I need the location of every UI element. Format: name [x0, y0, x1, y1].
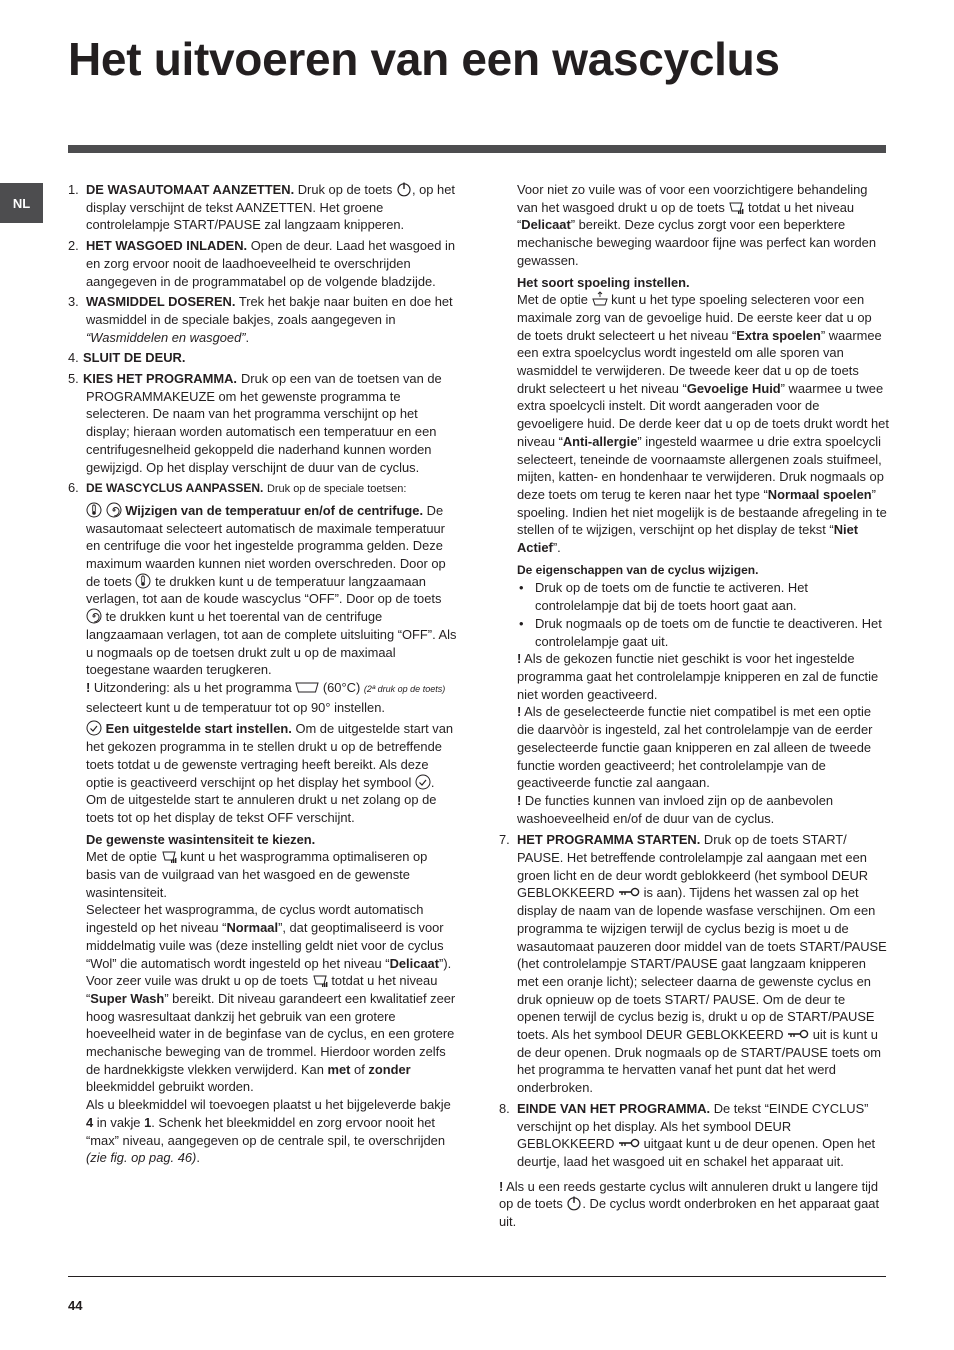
- left-column: [68, 181, 458, 1167]
- step-2: 2. HET WASGOED INLADEN. Open de deur. Laad het wasgoed in en zorg ervoor nooit de laadhoeveelheid te overschrijden aangegeven in de programmatabel op de volgende bladzijde.: [68, 238, 455, 289]
- door-lock-key-icon: [787, 1026, 809, 1042]
- temperature-spin-section: Wijzigen van de temperatuur en/of de centrifuge. De wasautomaat selecteert automatisch de maximale temperatuur en centrifuge die voor het ingestelde programma gelden. Deze maximum waarden kunnen niet worden overschreden. Door op de toets te drukken kunt u de temperatuur langzaamaan verlagen, tot aan de koude wascyclus “OFF”. Door op de toets te drukken kunt u het toerental van de centrifuge langzaamaan verlagen, tot aan de complete uitsluiting “OFF”. Als u nogmaals op de toetsen drukt zult u op de maximaal toegestane waarden terugkeren. ! Uitzondering: als u het programma (60°C) (2ª druk op de toets) selecteert kunt u de temperatuur tot op 90° instellen.: [86, 502, 457, 715]
- delay-timer-icon: [415, 774, 431, 790]
- tub-program-icon: [295, 679, 319, 695]
- page-number: 44: [68, 1298, 83, 1313]
- warning-note: ! Als de gekozen functie niet geschikt is voor het ingestelde programma gaat het controlelampje knipperen en zal de functie niet worden geactiveerd.: [517, 651, 879, 702]
- footer-divider: [68, 1276, 886, 1277]
- title-underline-bar: [68, 145, 886, 153]
- power-icon: [396, 181, 412, 197]
- spin-icon: [86, 608, 102, 624]
- list-item: • Druk op de toets om de functie te activeren. Het controlelampje dat bij de toets hoort gaat aan.: [519, 580, 808, 614]
- rinse-icon: [592, 291, 608, 307]
- cancel-cycle-note: ! Als u een reeds gestarte cyclus wilt annuleren drukt u langere tijd op de toets . De cyclus wordt onderbroken en het apparaat gaat uit.: [499, 1178, 880, 1230]
- delicate-paragraph: Voor niet zo vuile was of voor een voorzichtigere behandeling van het wasgoed drukt u op de toets totdat u het niveau “Delicaat” bereikt. Deze cyclus zorgt voor een beperktere mechanische beweging waardoor fijne was perfect kan worden gewassen.: [517, 182, 876, 268]
- exception-note: ! Uitzondering: als u het programma (60°C) (2ª druk op de toets) selecteert kunt u de temperatuur tot op 90° instellen.: [86, 680, 446, 715]
- delayed-start-section: Een uitgestelde start instellen. Om de uitgestelde start van het gekozen programma in te stellen drukt u op de betreffende toets totdat u de gewenste vertraging heeft bereikt. Als deze optie is geactiveerd verschijnt op het display het symbool . Om de uitgestelde start te annuleren drukt u net zolang op de toets tot op het display de tekst OFF verschijnt.: [86, 721, 454, 825]
- spin-icon: [106, 502, 122, 518]
- page-title: Het uitvoeren van een wascyclus: [68, 33, 780, 85]
- power-icon: [566, 1195, 582, 1211]
- wash-intensity-icon: [161, 848, 177, 864]
- door-lock-key-icon: [618, 1135, 640, 1151]
- warning-note: ! Als de geselecteerde functie niet compatibel is met een optie die daarvòòr is ingesteld, zal het controlelampje van de eerder geselecteerde functie gaan knipperen en zal alleen de tweede functie worden geactiveerd; het controlelampje van de geactiveerde functie zal aangaan.: [517, 704, 873, 791]
- delay-timer-icon: [86, 720, 102, 736]
- step-4: 4. SLUIT DE DEUR.: [68, 350, 186, 366]
- step-5: 5. KIES HET PROGRAMMA. Druk op een van de toetsen van de PROGRAMMAKEUZE om het gewenste programma te selecteren. De naam van het programma verschijnt op het display; hieraan worden automatisch een temperatuur en een centrifugesnelheid gekoppeld die naderhand kunnen worden gewijzigd. Op het display verschijnt de duur van de cyclus.: [68, 371, 442, 475]
- step-1: 1. DE WASAUTOMAAT AANZETTEN. Druk op de toets , op het display verschijnt de tekst AANZETTEN. Het groene controlelampje START/PAUSE zal langzaam knipperen.: [68, 182, 455, 233]
- step-3: 3. WASMIDDEL DOSEREN. Trek het bakje naar buiten en doe het wasmiddel in de speciale bakjes, zoals aangegeven in “Wasmiddelen en wasgoed”.: [68, 294, 453, 345]
- wash-intensity-icon: [312, 972, 328, 988]
- rinse-section: Het soort spoeling instellen. Met de optie kunt u het type spoeling selecteren voor een maximale zorg van de gevoelige huid. De eerste keer dat u op de toets drukt selecteert u het niveau “Extra spoelen” waarmee een extra spoelcyclus wordt ingesteld om alle sporen van wasmiddel te verwijderen. De tweede keer dat u op de toets drukt selecteert u het niveau “Gevoelige Huid” waarmee u twee extra spoelcycli instelt. Dit wordt aangeraden voor de gevoeligere huid. De derde keer dat u op de toets drukt wordt het niveau “Anti-allergie” ingesteld waarmee u drie extra spoelcycli selecteert, teneinde de voornaamste allergenen zoals stuifmeel, mijten, katten- en hondenhaar te verwijderen. Druk nogmaals op deze toets om terug te keren naar het type “Normaal spoelen” spoeling. Indien het niet mogelijk is de bestaande afregeling in te stellen of te wijzigen, verschijnt op het display de tekst “Niet Actief”.: [517, 274, 889, 556]
- step-8: 8. EINDE VAN HET PROGRAMMA. De tekst “EINDE CYCLUS” verschijnt op het display. Als het symbool DEUR GEBLOKKEERD uitgaat kunt u de deur openen. Open het deurtje, laad het wasgoed uit en schakel het apparaat uit.: [499, 1100, 876, 1169]
- list-item: • Druk nogmaals op de toets om de functie te deactiveren. Het controlelampje gaat uit.: [519, 615, 882, 649]
- wash-intensity-icon: [728, 199, 744, 215]
- thermometer-icon: [86, 502, 102, 518]
- thermometer-icon: [135, 573, 151, 589]
- wash-intensity-section: De gewenste wasintensiteit te kiezen. Met de optie kunt u het wasprogramma optimaliseren op basis van de vuilgraad van het wasgoed en de gewenste wasintensiteit. Selecteer het wasprogramma, de cyclus wordt automatisch ingesteld op het niveau “Normaal”, dat geoptimaliseerd is voor middelmatig vuile was (deze instelling geldt niet voor de cyclus “Wol” die automatisch wordt ingesteld op het niveau “Delicaat”). Voor zeer vuile was drukt u op de toets totdat u het niveau “Super Wash” bereikt. Dit niveau garandeert een kwalitatief zeer hoog wasresultaat dankzij het gebruik van een grotere hoeveelheid water in de beginfase van de cyclus, en een grotere mechanische beweging van de trommel. Hierdoor worden zelfs de hardnekkigste vlekken verwijderd. Kan met of zonder bleekmiddel gebruikt worden. Als u bleekmiddel wil toevoegen plaatst u het bijgeleverde bakje 4 in vakje 1. Schenk het bleekmiddel en zorg ervoor nooit het “max” niveau, aangegeven op de centrale spil, te overschrijden (zie fig. op pag. 46).: [86, 831, 456, 1166]
- warning-note: ! De functies kunnen van invloed zijn op de aanbevolen washoeveelheid en/of de duur van de cyclus.: [517, 792, 834, 826]
- cycle-properties-section: De eigenschappen van de cyclus wijzigen. • Druk op de toets om de functie te activeren. Het controlelampje dat bij de toets hoort gaat aan. • Druk nogmaals op de toets om de functie te deactiveren. Het controlelampje gaat uit. ! Als de gekozen functie niet geschikt is voor het ingestelde programma gaat het controlelampje knipperen en zal de functie niet worden geactiveerd. ! Als de geselecteerde functie niet compatibel is met een optie die daarvòòr is ingesteld, zal het controlelampje van de eerder geselecteerde functie gaan knipperen en zal alleen de tweede functie worden geactiveerd; het controlelampje van de geactiveerde functie zal aangaan. ! De functies kunnen van invloed zijn op de aanbevolen washoeveelheid en/of de duur van de cyclus.: [517, 561, 889, 828]
- door-lock-key-icon: [618, 884, 640, 900]
- step-7: 7. HET PROGRAMMA STARTEN. Druk op de toets START/ PAUSE. Het betreffende controlelampje zal aangaan met een groen licht en de deur wordt geblokkeerd (het symbool DEUR GEBLOKKEERD is aan). Tijdens het wassen zal op het display de naam van de lopende wasfase verschijnen. Om een programma te wijzigen terwijl de cyclus bezig is moet u de wasautomaat pauzeren door middel van de toets START/PAUSE (het controlelampje START/PAUSE gaat langzaam knipperen met een oranje licht); selecteer daarna de gewenste cyclus en druk opnieuw op de toets START/ PAUSE. Om de deur te openen terwijl de cyclus bezig is, drukt u op de START/PAUSE toets. Als het symbool DEUR GEBLOKKEERD uit is kunt u de deur openen. Druk nogmaals op de START/PAUSE toets om het programma te hervatten vanaf het punt dat het werd onderbroken.: [499, 832, 887, 1096]
- step-6: 6. DE WASCYCLUS AANPASSEN. Druk op de speciale toetsen:: [68, 480, 407, 496]
- right-column: [499, 181, 889, 1231]
- language-tab: NL: [0, 183, 43, 223]
